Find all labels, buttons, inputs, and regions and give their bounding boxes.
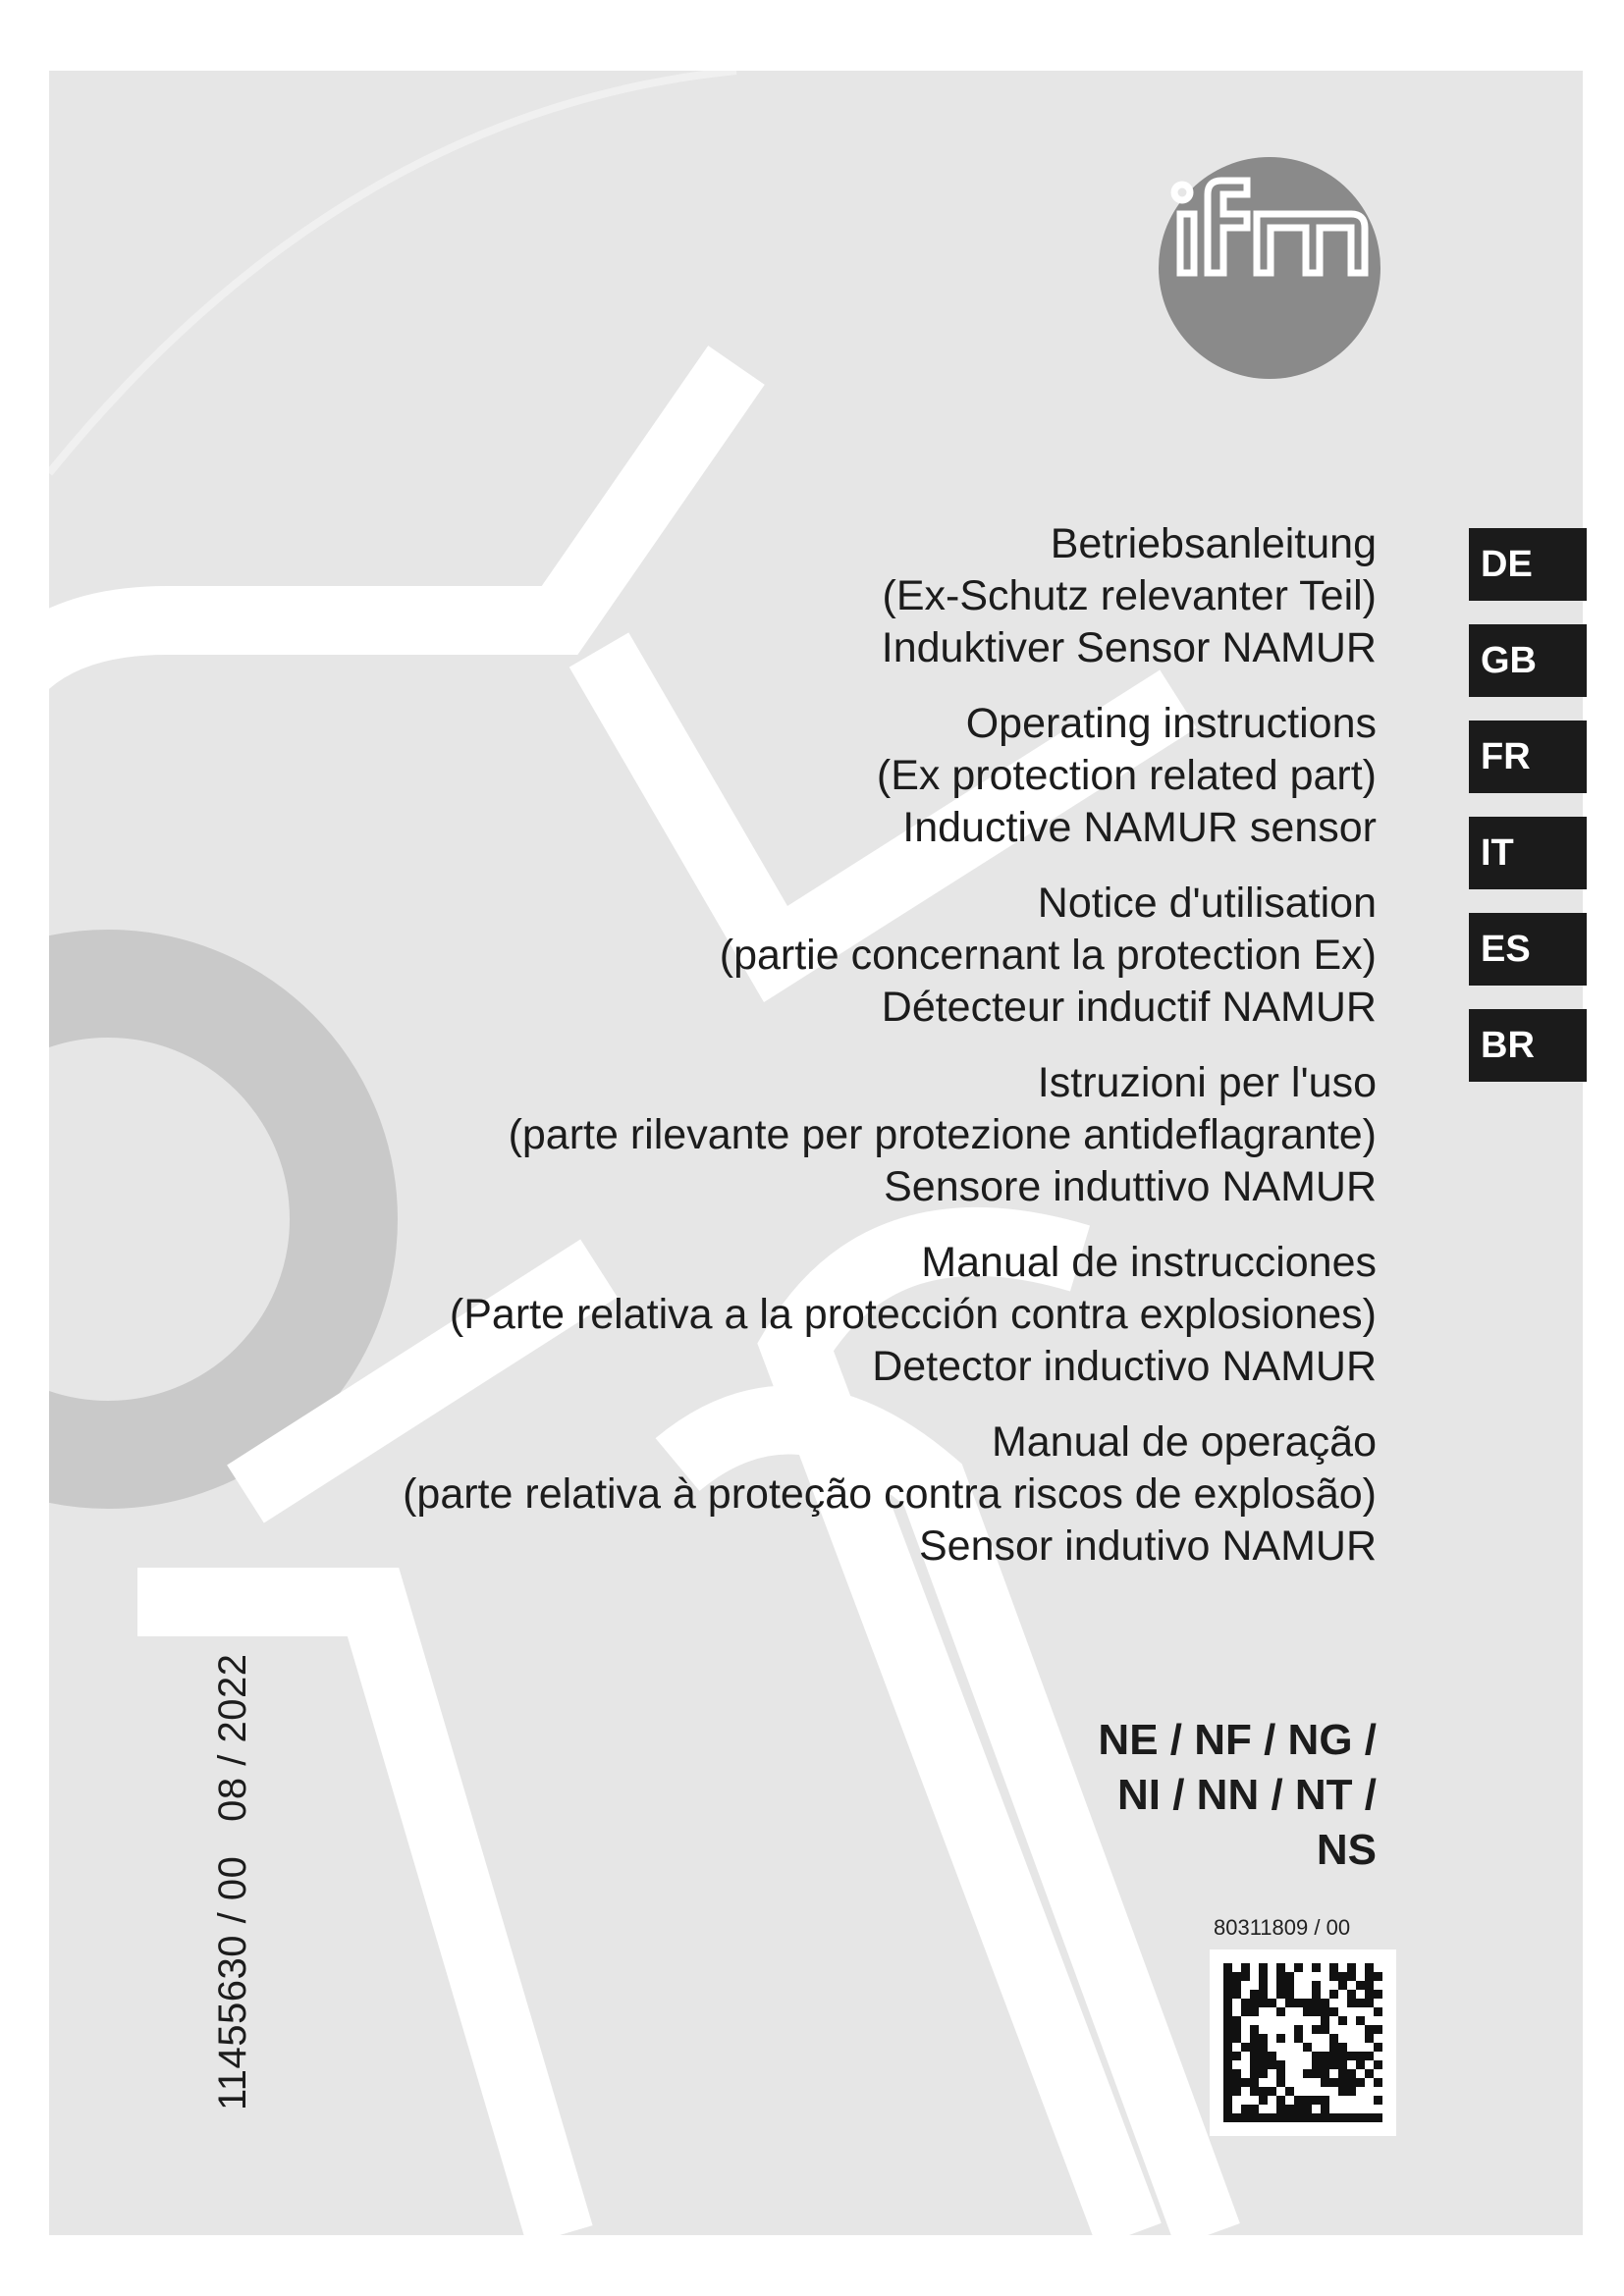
title-block-fr [297,878,1377,1034]
title-line: (partie concernant la protection Ex) [719,932,1377,979]
title-block-it [297,1057,1377,1213]
data-matrix-icon [1223,1963,1382,2122]
title-list [297,518,1377,1596]
language-tab-br[interactable]: BR [1469,1009,1587,1082]
title-line: Betriebsanleitung [1050,520,1377,567]
title-line: Istruzioni per l'uso [1037,1059,1377,1106]
document-number: 11455630 / 00 08 / 2022 [211,1653,254,2110]
title-line: (Parte relativa a la protección contra explosiones) [449,1291,1377,1338]
data-matrix-code [1210,1949,1396,2136]
model-line: NI / NN / NT / [1117,1771,1377,1819]
language-tab-it[interactable]: IT [1469,817,1587,889]
language-tab-gb[interactable]: GB [1469,624,1587,697]
title-line: Manual de instrucciones [921,1239,1377,1286]
title-line: Operating instructions [965,700,1377,747]
model-line: NS [1316,1826,1377,1874]
title-line: Détecteur inductif NAMUR [881,984,1377,1031]
language-tab-de[interactable]: DE [1469,528,1587,601]
matrix-code-label: 80311809 / 00 [1214,1915,1351,1940]
title-block-br [297,1416,1377,1573]
title-line: Sensor indutivo NAMUR [918,1522,1377,1570]
title-line: Induktiver Sensor NAMUR [881,624,1377,671]
language-tab-es[interactable]: ES [1469,913,1587,986]
title-line: Inductive NAMUR sensor [902,804,1377,851]
title-line: Sensore induttivo NAMUR [884,1163,1377,1210]
model-line: NE / NF / NG / [1098,1716,1377,1764]
title-line: (Ex-Schutz relevanter Teil) [882,572,1377,619]
ifm-logo-icon [1159,157,1380,379]
title-line: Manual de operação [991,1418,1377,1466]
title-block-es [297,1237,1377,1393]
title-line: (Ex protection related part) [876,752,1377,799]
language-tabs [1469,528,1587,1105]
title-line: Notice d'utilisation [1037,880,1377,927]
title-block-de [297,518,1377,674]
title-line: (parte rilevante per protezione antideflagrante) [508,1111,1377,1158]
title-line: Detector inductivo NAMUR [872,1343,1377,1390]
title-block-gb [297,698,1377,854]
model-list [1098,1713,1377,1878]
language-tab-fr[interactable]: FR [1469,721,1587,793]
title-line: (parte relativa à proteção contra riscos de explosão) [403,1470,1377,1518]
